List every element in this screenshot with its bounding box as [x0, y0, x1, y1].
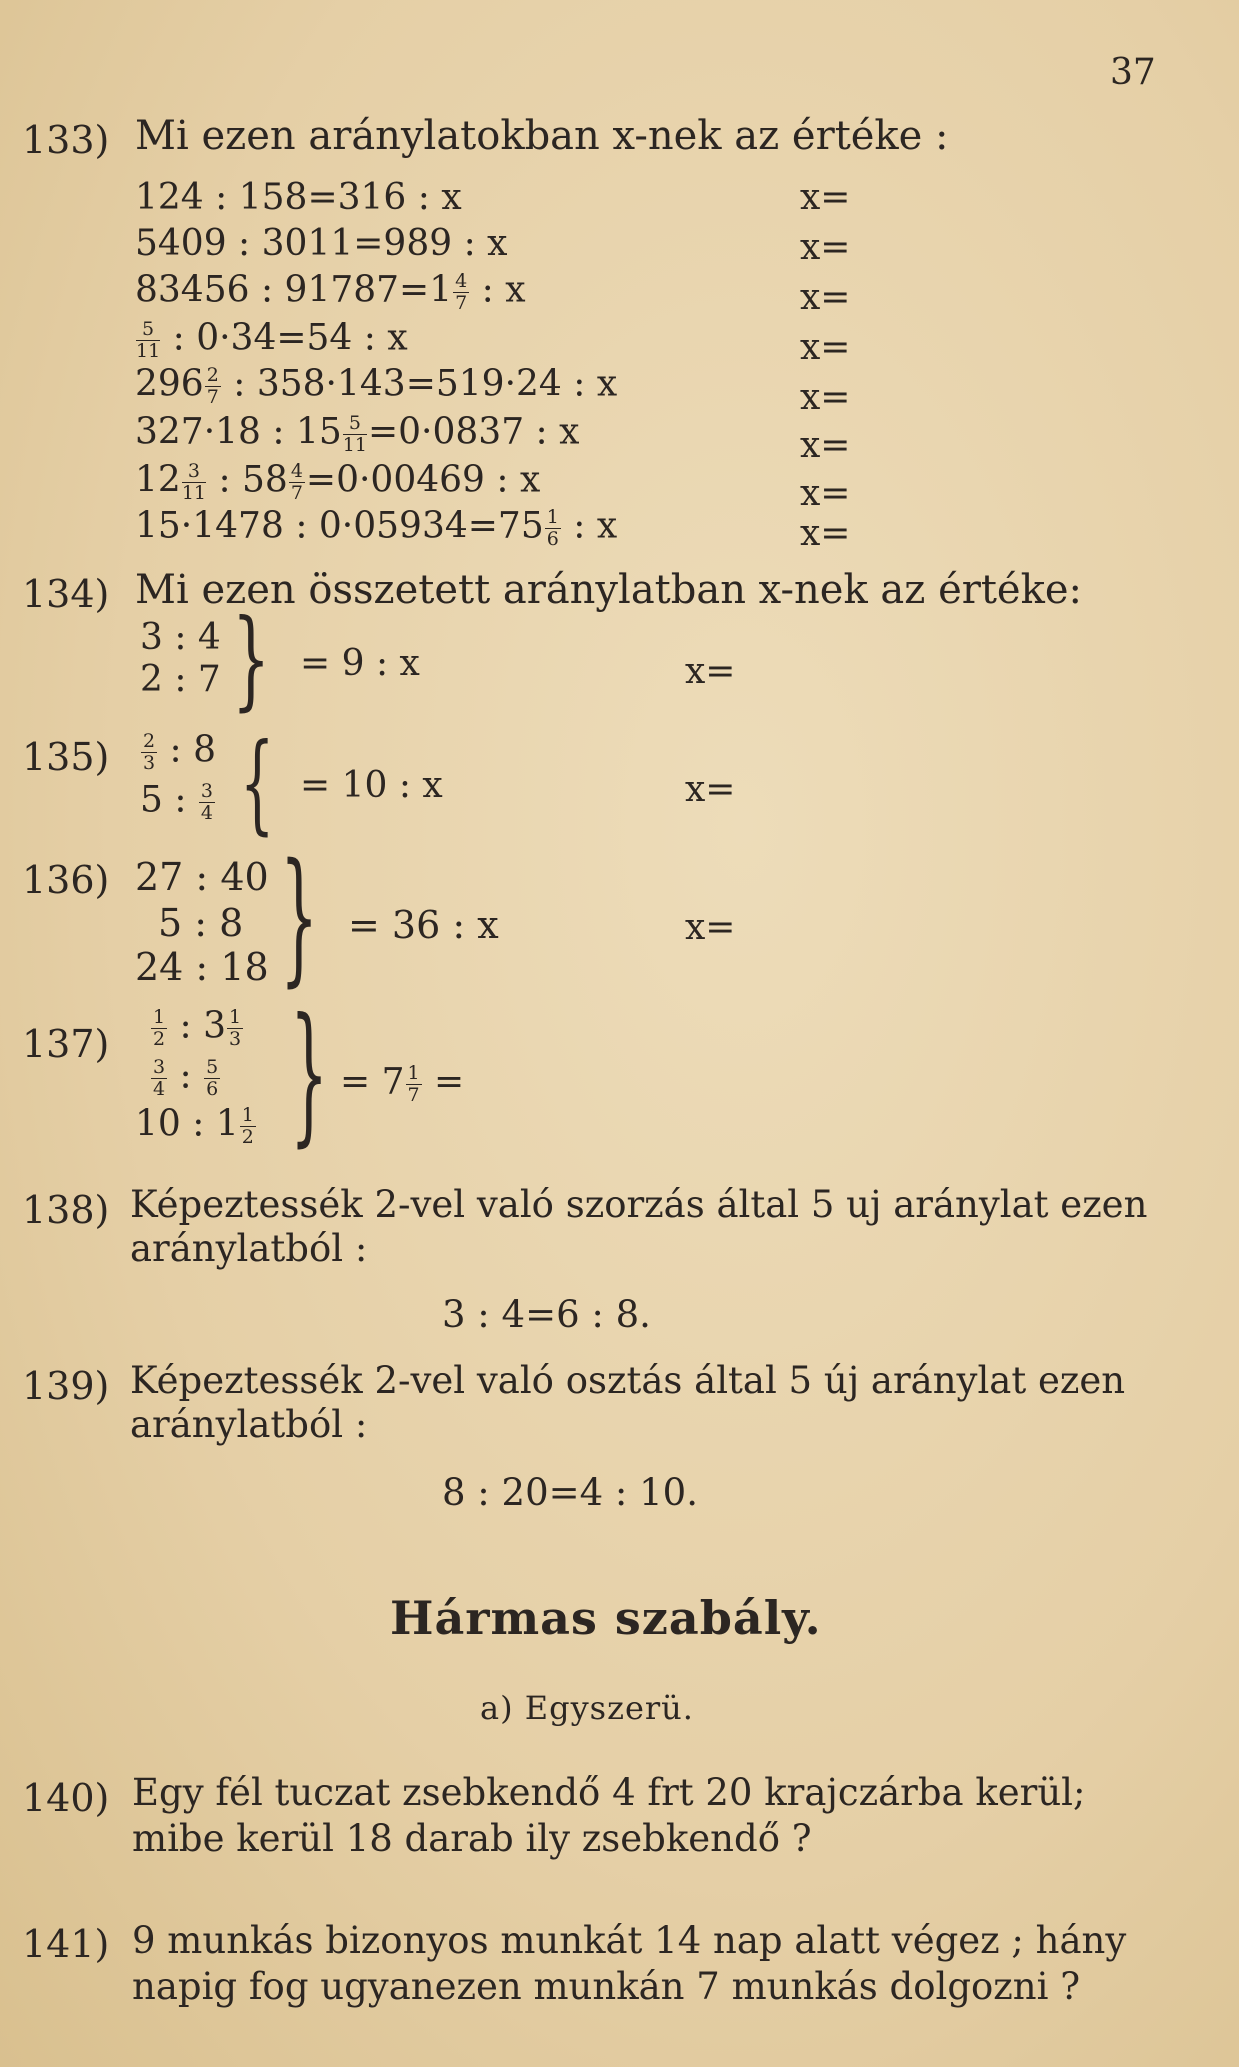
fraction: $\frac{4}{7}$ [290, 460, 303, 504]
ratio-row-7: 12 $\frac{3}{11}$ : 58 $\frac{4}{7}$ =0·00469 : x [135, 459, 541, 504]
p137-line-1: $\frac{1}{2}$ : 3 $\frac{1}{3}$ [153, 1005, 242, 1050]
fraction: $\frac{2}{7}$ [206, 364, 219, 408]
p141-text-2: napig fog ugyanezen munkán 7 munkás dolgozni ? [132, 1965, 1081, 2008]
fraction: $\frac{5}{6}$ [206, 1056, 219, 1100]
p138-formula: 3 : 4=6 : 8. [442, 1293, 651, 1336]
p138-text-1: Képeztessék 2-vel való szorzás által 5 uj aránylat ezen [130, 1183, 1148, 1226]
p136-line-2: 5 : 8 [158, 901, 244, 945]
problem-133-intro: Mi ezen aránylatokban x-nek az értéke : [135, 113, 949, 159]
curly-brace: } [232, 597, 271, 723]
answer-slot-8: x= [800, 513, 851, 554]
problem-141-label: 141) [22, 1922, 110, 1966]
problem-135-label: 135) [22, 735, 110, 779]
ratio-row-5: 296 $\frac{2}{7}$ : 358·143=519·24 : x [135, 363, 618, 408]
p134-line-1: 3 : 4 [140, 617, 221, 658]
fraction: $\frac{1}{2}$ [153, 1006, 166, 1050]
fraction: $\frac{1}{3}$ [229, 1006, 242, 1050]
ratio-row-1: 124 : 158=316 : x [135, 177, 462, 218]
p134-answer-slot: x= [685, 651, 736, 692]
p134-rhs: = 9 : x [300, 643, 420, 684]
p136-line-3: 24 : 18 [135, 945, 269, 989]
problem-134-label: 134) [22, 572, 110, 616]
p139-text-2: aránylatból : [130, 1403, 368, 1446]
problem-136-label: 136) [22, 858, 110, 902]
p139-formula: 8 : 20=4 : 10. [442, 1471, 698, 1514]
problem-133-label: 133) [22, 118, 110, 162]
problem-138-label: 138) [22, 1188, 110, 1232]
p137-line-2: $\frac{3}{4}$ : $\frac{5}{6}$ [153, 1055, 219, 1100]
p135-answer-slot: x= [685, 769, 736, 810]
fraction: $\frac{1}{7}$ [407, 1062, 420, 1106]
p135-line-1: $\frac{2}{3}$ : 8 [143, 729, 217, 774]
ratio-row-8: 15·1478 : 0·05934=75 $\frac{1}{6}$ : x [135, 505, 618, 550]
p140-text-2: mibe kerül 18 darab ily zsebkendő ? [132, 1817, 812, 1860]
answer-slot-2: x= [800, 227, 851, 268]
fraction: $\frac{3}{4}$ [153, 1056, 166, 1100]
p136-rhs: = 36 : x [348, 903, 499, 947]
section-heading: Hármas szabály. [390, 1591, 822, 1645]
answer-slot-5: x= [800, 377, 851, 418]
problem-134-intro: Mi ezen összetett aránylatban x-nek az értéke: [135, 567, 1082, 613]
problem-137-label: 137) [22, 1022, 110, 1066]
p135-rhs: = 10 : x [300, 765, 443, 806]
p138-text-2: aránylatból : [130, 1227, 368, 1270]
problem-139-label: 139) [22, 1364, 110, 1408]
ratio-row-6: 327·18 : 15 $\frac{5}{11}$ =0·0837 : x [135, 411, 580, 456]
p135-line-2: 5 : $\frac{3}{4}$ [140, 779, 214, 824]
p134-line-2: 2 : 7 [140, 659, 221, 700]
p136-line-1: 27 : 40 [135, 855, 269, 899]
page-number: 37 [1110, 52, 1156, 93]
fraction: $\frac{3}{11}$ [181, 460, 206, 504]
p137-rhs: = 7 $\frac{1}{7}$ = [340, 1061, 465, 1106]
ratio-row-3: 83456 : 91787=1 $\frac{4}{7}$ : x [135, 269, 526, 314]
fraction: $\frac{2}{3}$ [143, 730, 156, 774]
ratio-row-4: $\frac{5}{11}$ : 0·34=54 : x [136, 317, 408, 362]
fraction: $\frac{1}{6}$ [546, 506, 559, 550]
curly-brace: } [290, 987, 329, 1162]
p141-text-1: 9 munkás bizonyos munkát 14 nap alatt végez ; hány [132, 1919, 1127, 1962]
ratio-row-2: 5409 : 3011=989 : x [135, 223, 508, 264]
p137-line-3: 10 : 1 $\frac{1}{2}$ [135, 1103, 254, 1148]
fraction: $\frac{1}{2}$ [241, 1104, 254, 1148]
curly-brace: } [280, 834, 319, 1001]
fraction: $\frac{3}{4}$ [200, 780, 214, 824]
answer-slot-3: x= [800, 277, 851, 318]
answer-slot-1: x= [800, 177, 851, 218]
p139-text-1: Képeztessék 2-vel való osztás által 5 új aránylat ezen [130, 1359, 1126, 1402]
answer-slot-6: x= [800, 425, 851, 466]
fraction: $\frac{5}{11}$ [342, 412, 367, 456]
curly-brace: { [240, 721, 275, 847]
answer-slot-4: x= [800, 327, 851, 368]
p140-text-1: Egy fél tuczat zsebkendő 4 frt 20 krajczárba kerül; [132, 1771, 1086, 1814]
section-subheading: a) Egyszerü. [480, 1689, 694, 1727]
fraction: $\frac{4}{7}$ [455, 270, 468, 314]
p136-answer-slot: x= [685, 907, 736, 948]
problem-140-label: 140) [22, 1776, 110, 1820]
answer-slot-7: x= [800, 473, 851, 514]
fraction: $\frac{5}{11}$ [136, 318, 161, 362]
